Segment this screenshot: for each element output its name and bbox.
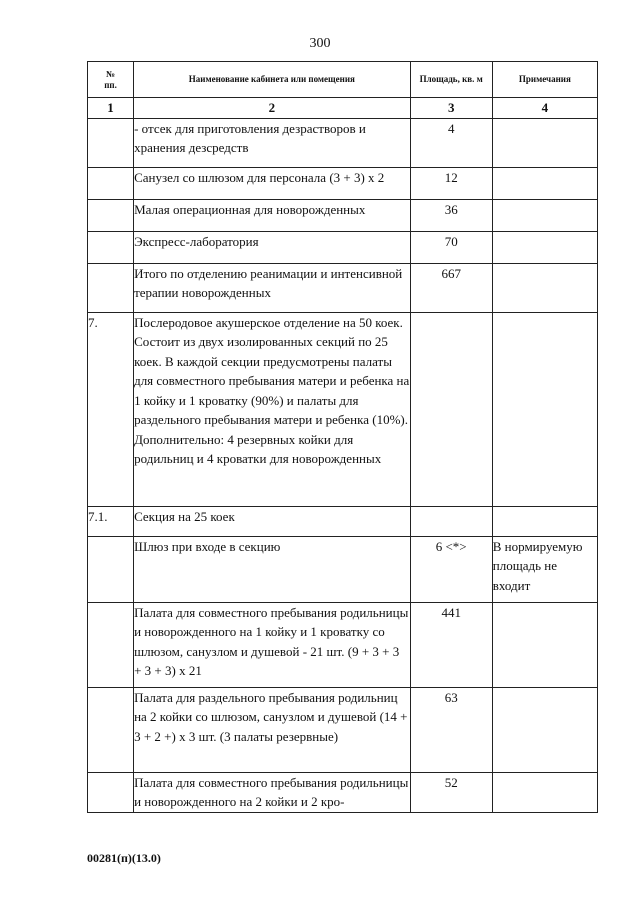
column-number: 4 bbox=[492, 98, 597, 119]
page-number: 300 bbox=[309, 36, 331, 51]
room-name: Малая операционная для новорожденных bbox=[134, 199, 411, 231]
room-name: Итого по отделению реанимации и интенсивной терапии новорожденных bbox=[134, 263, 411, 312]
room-note bbox=[492, 167, 597, 199]
table-body bbox=[88, 118, 598, 812]
room-note bbox=[492, 231, 597, 263]
document-code: 00281(п)(13.0) bbox=[87, 851, 161, 865]
room-area: 63 bbox=[410, 687, 492, 772]
room-area: 6 <*> bbox=[410, 536, 492, 602]
room-area bbox=[410, 506, 492, 536]
table-row bbox=[88, 263, 598, 312]
row-number bbox=[88, 772, 134, 812]
table-row bbox=[88, 167, 598, 199]
row-number: 7. bbox=[88, 312, 134, 506]
room-area: 70 bbox=[410, 231, 492, 263]
row-number: 7.1. bbox=[88, 506, 134, 536]
table-row bbox=[88, 312, 598, 506]
room-area: 12 bbox=[410, 167, 492, 199]
room-name: Палата для совместного пребывания родильницы и новорожденного на 1 койку и 1 кроватку со шлюзом, санузлом и душевой - 21 шт. (9 + 3 + 3 + 3 + 3) х 21 bbox=[134, 602, 411, 687]
header-name: Наименование кабинета или помещения bbox=[134, 62, 411, 98]
room-name: Послеродовое акушерское отделение на 50 коек. Состоит из двух изолированных секций по 25 коек. В каждой секции предусмотрены палаты для совместного пребывания матери и ребенка на 1 койку и 1 кроватку (90%) и палаты для раздельного пребывания матери и ребенка (10%). Дополнительно: 4 резервных койки для родильниц и 4 кроватки для новорожденных bbox=[134, 312, 411, 506]
room-name: Шлюз при входе в секцию bbox=[134, 536, 411, 602]
row-number bbox=[88, 167, 134, 199]
row-number bbox=[88, 118, 134, 167]
table-row bbox=[88, 687, 598, 772]
room-name: Палата для совместного пребывания родильницы и новорожденного на 2 койки и 2 кро- bbox=[134, 772, 411, 812]
column-number-row bbox=[88, 98, 598, 119]
room-name: Палата для раздельного пребывания родильниц на 2 койки со шлюзом, санузлом и душевой (14 + 3 + 2 +) х 3 шт. (3 палаты резервные) bbox=[134, 687, 411, 772]
row-number bbox=[88, 602, 134, 687]
row-number bbox=[88, 231, 134, 263]
header-notes: Примечания bbox=[492, 62, 597, 98]
room-area bbox=[410, 312, 492, 506]
row-number bbox=[88, 263, 134, 312]
table-row bbox=[88, 118, 598, 167]
column-number: 3 bbox=[410, 98, 492, 119]
table-row bbox=[88, 602, 598, 687]
rooms-table bbox=[87, 61, 598, 813]
table-row bbox=[88, 199, 598, 231]
room-note bbox=[492, 687, 597, 772]
room-area: 667 bbox=[410, 263, 492, 312]
room-area: 36 bbox=[410, 199, 492, 231]
room-name: Экспресс-лаборатория bbox=[134, 231, 411, 263]
room-note: В нормируемую площадь не входит bbox=[492, 536, 597, 602]
room-name: Секция на 25 коек bbox=[134, 506, 411, 536]
room-area: 441 bbox=[410, 602, 492, 687]
room-name: - отсек для приготовления дезрастворов и хранения дезсредств bbox=[134, 118, 411, 167]
header-number: № пп. bbox=[88, 62, 134, 98]
table-row bbox=[88, 772, 598, 812]
room-note bbox=[492, 602, 597, 687]
row-number bbox=[88, 536, 134, 602]
room-note bbox=[492, 199, 597, 231]
room-note bbox=[492, 312, 597, 506]
table-header-row bbox=[88, 62, 598, 98]
room-note bbox=[492, 772, 597, 812]
column-number: 1 bbox=[88, 98, 134, 119]
room-note bbox=[492, 506, 597, 536]
column-number: 2 bbox=[134, 98, 411, 119]
room-note bbox=[492, 263, 597, 312]
room-note bbox=[492, 118, 597, 167]
header-area: Площадь, кв. м bbox=[410, 62, 492, 98]
table-row bbox=[88, 536, 598, 602]
room-area: 4 bbox=[410, 118, 492, 167]
room-name: Санузел со шлюзом для персонала (3 + 3) х 2 bbox=[134, 167, 411, 199]
row-number bbox=[88, 687, 134, 772]
table-row bbox=[88, 231, 598, 263]
room-area: 52 bbox=[410, 772, 492, 812]
table-row bbox=[88, 506, 598, 536]
row-number bbox=[88, 199, 134, 231]
